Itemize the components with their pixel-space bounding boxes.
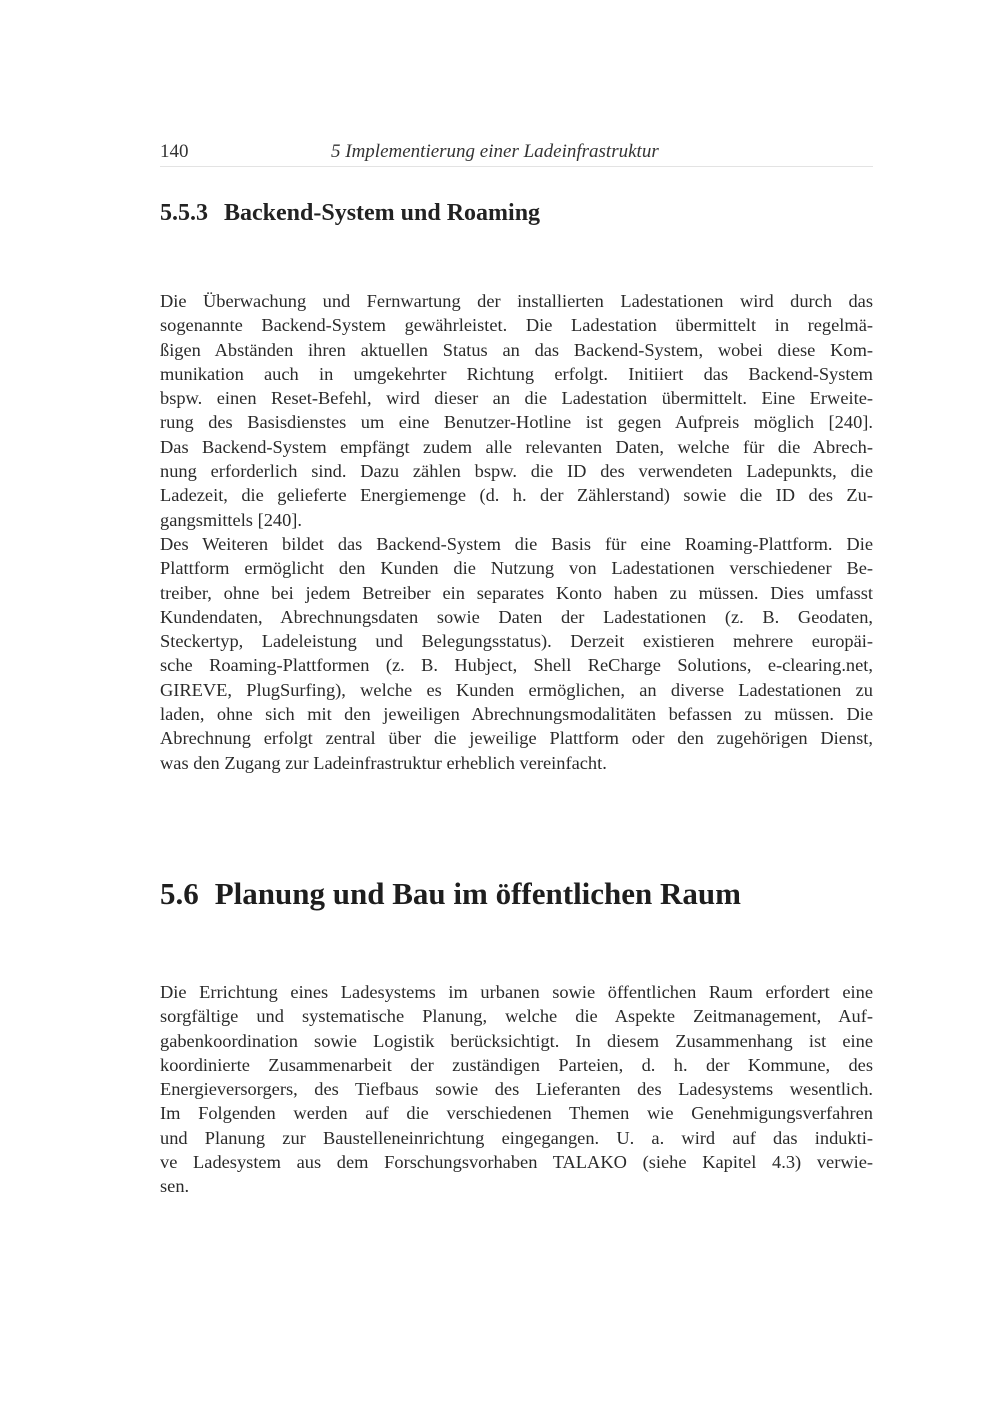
text-line: koordinierte Zusammenarbeit der zuständigen Parteien, d. h. der Kommune, des bbox=[160, 1054, 873, 1075]
text-line: gabenkoordination sowie Logistik berücksichtigt. In diesem Zusammenhang ist eine bbox=[160, 1030, 873, 1051]
text-line: und Planung zur Baustelleneinrichtung eingegangen. U. a. wird auf das indukti- bbox=[160, 1127, 873, 1148]
text-line: Energieversorgers, des Tiefbaus sowie des Lieferanten des Ladesystems wesentlich. bbox=[160, 1079, 873, 1100]
text-line: sche Roaming-Plattformen (z. B. Hubject, Shell ReCharge Solutions, e-clearing.net, bbox=[160, 655, 873, 676]
text-line: treiber, ohne bei jedem Betreiber ein separates Konto haben zu müssen. Dies umfasst bbox=[160, 582, 873, 603]
running-header bbox=[160, 140, 873, 167]
text-line: ve Ladesystem aus dem Forschungsvorhaben TALAKO (siehe Kapitel 4.3) verwie- bbox=[160, 1152, 873, 1173]
text-line: was den Zugang zur Ladeinfrastruktur erheblich vereinfacht. bbox=[160, 752, 607, 773]
text-line: ßigen Abständen ihren aktuellen Status an das Backend-System, wobei diese Kom- bbox=[160, 339, 873, 360]
text-line: nung erforderlich sind. Dazu zählen bspw. die ID des verwendeten Ladepunkts, die bbox=[160, 461, 873, 482]
text-line: sogenannte Backend-System gewährleistet. Die Ladestation übermittelt in regelmä- bbox=[160, 315, 873, 336]
page-number: 140 bbox=[160, 141, 189, 162]
text-line: Des Weiteren bildet das Backend-System die Basis für eine Roaming-Plattform. Die bbox=[160, 533, 873, 554]
section-number: 5.6 bbox=[160, 876, 199, 911]
section-title: Planung und Bau im öffentlichen Raum bbox=[214, 876, 741, 911]
text-line: bspw. einen Reset-Befehl, wird dieser an die Ladestation übermittelt. Eine Erweite- bbox=[160, 388, 873, 409]
text-line: Ladezeit, die gelieferte Energiemenge (d. h. der Zählerstand) sowie die ID des Zu- bbox=[160, 485, 873, 506]
text-line: laden, ohne sich mit den jeweiligen Abrechnungsmodalitäten befassen zu müssen. Die bbox=[160, 704, 873, 725]
text-line: munikation auch in umgekehrter Richtung erfolgt. Initiiert das Backend-System bbox=[160, 363, 873, 384]
text-line: Die Errichtung eines Ladesystems im urbanen sowie öffentlichen Raum erfordert eine bbox=[160, 982, 873, 1002]
chapter-title: 5 Implementierung einer Ladeinfrastruktur bbox=[331, 141, 659, 162]
text-line: Die Überwachung und Fernwartung der installierten Ladestationen wird durch das bbox=[160, 291, 873, 311]
text-line: rung des Basisdienstes um eine Benutzer-Hotline ist gegen Aufpreis möglich [240]. bbox=[160, 412, 873, 433]
text-line: Im Folgenden werden auf die verschiedenen Themen wie Genehmigungsverfahren bbox=[160, 1103, 873, 1124]
subsection-number: 5.5.3 bbox=[160, 200, 208, 226]
section-heading bbox=[160, 876, 741, 912]
subsection-title: Backend-System und Roaming bbox=[224, 200, 541, 226]
text-line: Kundendaten, Abrechnungsdaten sowie Daten der Ladestationen (z. B. Geodaten, bbox=[160, 606, 873, 627]
text-line: Plattform ermöglicht den Kunden die Nutzung von Ladestationen verschiedener Be- bbox=[160, 558, 873, 579]
text-line: gangsmittels [240]. bbox=[160, 509, 302, 530]
text-line: sen. bbox=[160, 1176, 190, 1197]
section-body-text bbox=[160, 980, 873, 1199]
text-line: GIREVE, PlugSurfing), welche es Kunden ermöglichen, an diverse Ladestationen zu bbox=[160, 679, 873, 700]
text-line: sorgfältige und systematische Planung, welche die Aspekte Zeitmanagement, Auf- bbox=[160, 1006, 873, 1027]
text-line: Das Backend-System empfängt zudem alle relevanten Daten, welche für die Abrech- bbox=[160, 436, 873, 457]
text-line: Steckertyp, Ladeleistung und Belegungsstatus). Derzeit existieren mehrere europäi- bbox=[160, 631, 873, 652]
subsection-body-text bbox=[160, 289, 873, 775]
subsection-heading bbox=[160, 200, 540, 227]
text-line: Abrechnung erfolgt zentral über die jeweilige Plattform oder den zugehörigen Dienst, bbox=[160, 728, 873, 749]
